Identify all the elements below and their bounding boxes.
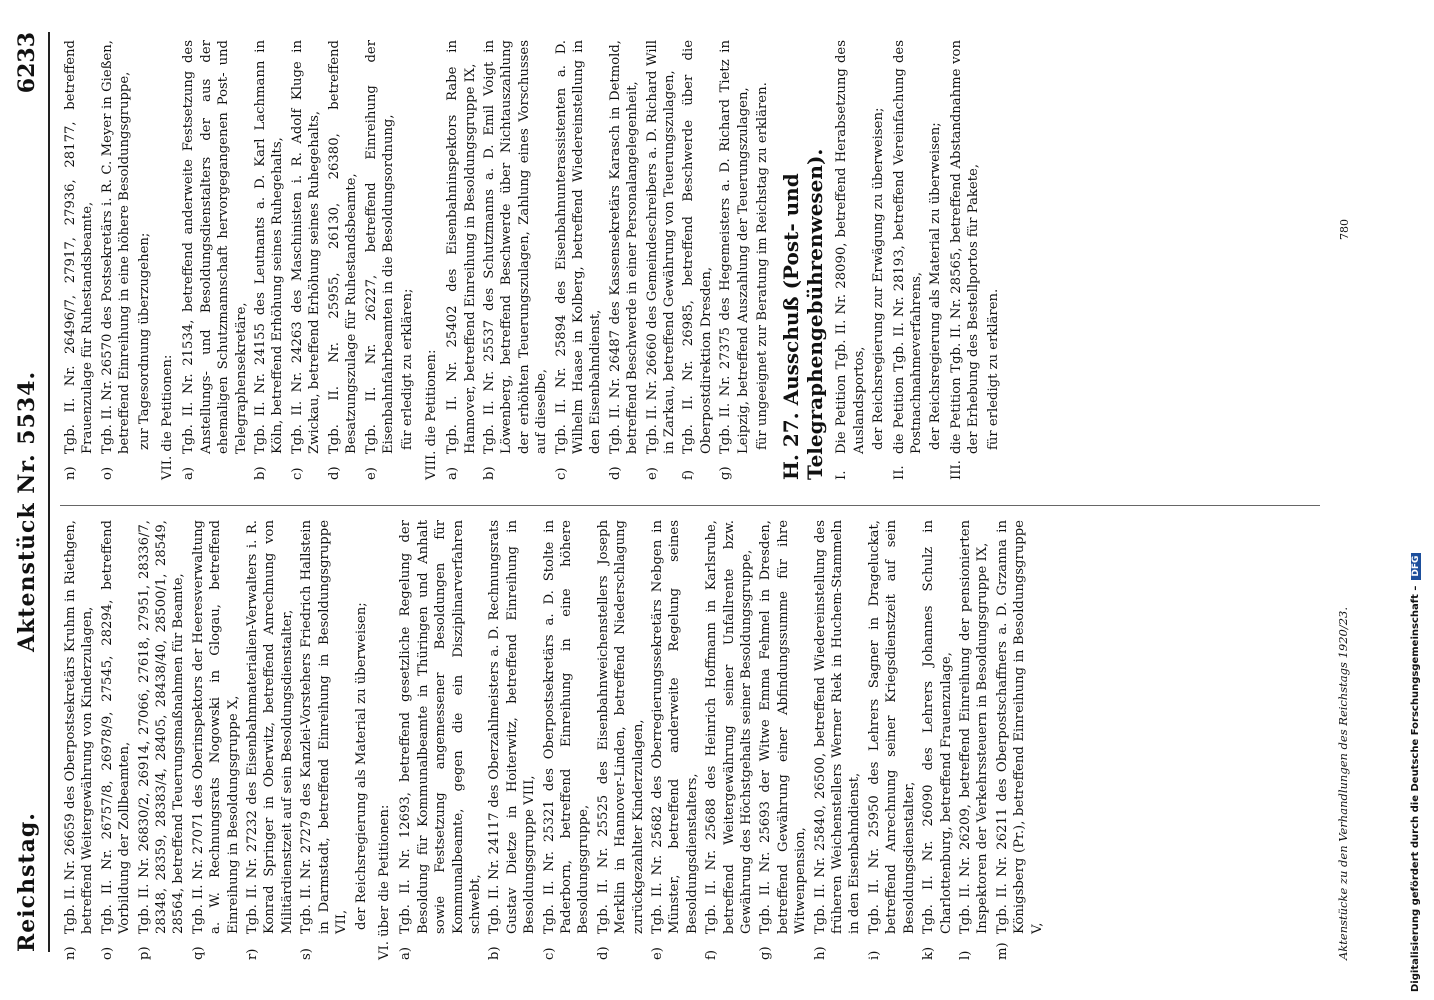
item-text: Tgb. II. Nr. 25525 des Eisenbahnweichenstellers Joseph Merklin in Hannover-Linden, betreffend Niederschlagung zurückgezahlter Kinderzulagen, bbox=[595, 520, 646, 934]
item-text: Die Petition Tgb. II. Nr. 28090, betreffend Herabsetzung des Auslandsportos, bbox=[834, 40, 867, 454]
section-heading: VIII. die Petitionen: bbox=[423, 349, 439, 480]
digitization-text: Digitalisierung gefördert durch die Deutsche Forschungsgemeinschaft – bbox=[1410, 585, 1421, 992]
item-label: g) bbox=[718, 466, 734, 480]
petition-item bbox=[757, 520, 809, 960]
item-text: Tgb. II. Nr. 27071 des Oberinspektors der Heeresverwaltung a. W. Rechnungsrats Nogowski in Glogau, betreffend Einreihung in Besoldungsgruppe X, bbox=[190, 520, 241, 934]
closing-text: der Reichsregierung als Material zu überweisen; bbox=[928, 122, 944, 450]
item-text: Tgb. II. Nr. 24117 des Oberzahlmeisters a. D. Rechnungsrats Gustav Dietze in Hoiterwitz, betreffend Einreihung in Besoldungsgruppe VIII, bbox=[487, 520, 538, 934]
petition-item bbox=[289, 40, 324, 480]
right-column bbox=[62, 40, 1005, 480]
item-label: c) bbox=[289, 467, 305, 480]
petition-item bbox=[957, 520, 992, 960]
item-label: b) bbox=[481, 466, 497, 480]
item-label: g) bbox=[758, 946, 774, 960]
petition-item bbox=[62, 520, 97, 960]
petition-item bbox=[812, 520, 864, 960]
item-text: Tgb. II. Nr. 25688 des Heinrich Hoffmann in Karlsruhe, betreffend Weitergewährung seiner Unfallrente bzw. Gewährung des Höchstgehalts seiner Besoldungsgruppe, bbox=[704, 520, 755, 934]
petition-item bbox=[190, 520, 242, 960]
petition-item bbox=[252, 40, 287, 480]
petition-item bbox=[244, 520, 296, 960]
petition-item bbox=[481, 40, 551, 480]
item-label: k) bbox=[921, 946, 937, 960]
committee-heading: H. 27. Ausschuß (Post- und Telegraphengebührenwesen). bbox=[779, 148, 828, 480]
petition-item bbox=[541, 520, 593, 960]
item-text: Tgb. II. Nr. 25955, 26130, 26380, betreffend Besatzungszulage für Ruhestandsbeamte, bbox=[326, 40, 360, 454]
item-text: Tgb. II. Nr. 25682 des Oberregierungssekretärs Nebgen in Münster, betreffend anderweite Regelung seines Besoldungsdienstalters, bbox=[650, 520, 700, 934]
item-text: die Petition Tgb. II. Nr. 28565, betreffend Abstandnahme von der Erhebung des Bestellportos für Pakete, bbox=[948, 40, 982, 454]
item-label: I. bbox=[834, 470, 850, 480]
closing-text: für erledigt zu erklären; bbox=[400, 288, 416, 450]
petition-item bbox=[326, 40, 361, 480]
item-label: b) bbox=[487, 946, 503, 960]
item-text: Tgb. II. Nr. 26985, betreffend Beschwerde über die Oberpostdirektion Dresden, bbox=[681, 40, 714, 454]
petition-item bbox=[680, 40, 715, 480]
closing-text: der Reichsregierung als Material zu überweisen; bbox=[353, 602, 369, 930]
item-text: Tgb. II. Nr. 25321 des Oberpostsekretärs a. D. Stolte in Paderborn, betreffend Einreihung in eine höhere Besoldungsgruppe, bbox=[541, 520, 592, 934]
item-text: Tgb. II. Nr. 26830/2, 26914, 27066, 27618, 27951, 28336/7, 28348, 28359, 28383/4, 28405, 28438/40, 28500/1, 28549, 28564, betreffend Teuerungsmaßnahmen für Beamte, bbox=[136, 520, 187, 934]
petition-item bbox=[62, 40, 97, 480]
closing-text: der Reichsregierung zur Erwägung zu überweisen; bbox=[871, 107, 887, 450]
item-text: Tgb. II. Nr. 25950 des Lehrers Sagner in Drageluckat, betreffend Anrechnung seiner Kriegsdienstzeit auf sein Besoldungsdienstalter, bbox=[866, 520, 917, 934]
item-label: d) bbox=[607, 466, 623, 480]
petition-item bbox=[703, 520, 755, 960]
item-label: q) bbox=[190, 946, 206, 960]
item-text: Tgb. II. Nr. 27279 des Kanzlei-Vorstehers Friedrich Hallstein in Darmstadt, betreffend Einreihung in Besoldungsgruppe VII, bbox=[299, 520, 350, 934]
item-text: Tgb. II. Nr. 26757/8, 26978/9, 27545, 28294, betreffend Vorbildung der Zollbeamten, bbox=[99, 520, 133, 934]
closing-text: für erledigt zu erklären. bbox=[985, 288, 1001, 450]
item-label: r) bbox=[245, 948, 261, 960]
petition-item bbox=[397, 520, 484, 960]
section-heading: VI. über die Petitionen: bbox=[376, 804, 392, 960]
footer-page-number: 780 bbox=[1338, 219, 1351, 240]
item-label: III. bbox=[948, 460, 964, 480]
item-text: Tgb. II. Nr. 26496/7, 27917, 27936, 28177, betreffend Frauenzulage für Ruhestandsbeamte, bbox=[63, 40, 96, 454]
item-label: m) bbox=[994, 942, 1010, 960]
item-label: b) bbox=[253, 466, 269, 480]
column-divider bbox=[60, 505, 1320, 506]
item-label: f) bbox=[681, 469, 697, 480]
item-text: Tgb. II. Nr. 26211 des Oberpostschaffners a. D. Grzanna in Königsberg (Pr.), betreffend Einreihung in Besoldungsgruppe V, bbox=[994, 520, 1045, 934]
item-text: Tgb. II. Nr. 27375 des Hegemeisters a. D. Richard Tietz in Leipzig, betreffend Auszahlung der Teuerungszulagen, bbox=[718, 40, 751, 454]
item-label: c) bbox=[541, 947, 557, 960]
item-text: Tgb. II. Nr. 25894 des Eisenbahnunterassistenten a. D. Wilhelm Haase in Kolberg, betreffend Wiedereinstellung in den Eisenbahndienst, bbox=[553, 40, 604, 454]
item-text: Tgb. II. Nr. 26570 des Postsekretärs i. R. C. Meyer in Gießen, betreffend Einreihung in eine höhere Besoldungsgruppe, bbox=[99, 40, 133, 454]
item-label: o) bbox=[99, 466, 115, 480]
item-text: Tgb. II. Nr. 25402 des Eisenbahninspektors Rabe in Hannover, betreffend Einreihung in Besoldungsgruppe IX, bbox=[445, 40, 478, 454]
petition-item bbox=[833, 40, 868, 480]
item-label: s) bbox=[299, 948, 315, 960]
item-label: h) bbox=[812, 946, 828, 960]
item-text: Tgb. II. Nr. 26487 des Kassensekretärs Karasch in Detmold, betreffend Beschwerde in einer Personalangelegenheit, bbox=[607, 40, 641, 454]
item-text: Tgb. II. Nr. 25537 des Schutzmanns a. D. Emil Voigt in Löwenberg, betreffend Beschwerde über Nichtauszahlung der erhöhten Teuerungszulagen, Zahlung eines Vorschusses auf dieselbe, bbox=[481, 40, 550, 454]
item-text: Tgb. II. Nr. 26209, betreffend Einreihung der pensionierten Inspektoren der Verkehrssteuern in Besoldungsgruppe IX, bbox=[957, 520, 991, 934]
item-label: c) bbox=[553, 467, 569, 480]
petition-item bbox=[99, 520, 134, 960]
petition-item bbox=[486, 520, 538, 960]
petition-item bbox=[180, 40, 250, 480]
petition-item bbox=[363, 40, 398, 480]
petition-item bbox=[136, 520, 188, 960]
item-text: Tgb. II. Nr. 24155 des Leutnants a. D. Karl Lachmann in Köln, betreffend Erhöhung seines Ruhegehalts, bbox=[253, 40, 286, 454]
item-text: Tgb. II. Nr. 25840, 26500, betreffend Wiedereinstellung des früheren Weichenstellers Werner Riek in Huchem-Stammeln in den Eisenbahndienst, bbox=[812, 520, 863, 934]
item-text: Tgb. II. Nr. 27232 des Eisenbahnmaterialien-Verwalters i. R. Konrad Springer in Oberwitz, betreffend Anrechnung von Militärdienstzeit auf sein Besoldungsdienstalter, bbox=[245, 520, 295, 934]
petition-item bbox=[444, 40, 479, 480]
item-text: Tgb. II. Nr. 26660 des Gemeindeschreibers a. D. Richard Will in Zarkau, betreffend Gewährung von Teuerungszulagen, bbox=[644, 40, 677, 454]
item-label: a) bbox=[398, 946, 414, 960]
item-label: a) bbox=[445, 466, 461, 480]
petition-item bbox=[994, 520, 1046, 960]
header-title: Aktenstück Nr. 5534. bbox=[14, 370, 40, 652]
petition-item bbox=[920, 520, 955, 960]
dfg-logo: DFG bbox=[1411, 553, 1421, 580]
left-column bbox=[62, 520, 1048, 960]
item-text: die Petition Tgb. II. Nr. 28193, betreffend Vereinfachung des Postnachnahmeverfahrens, bbox=[891, 40, 925, 454]
footer-note: Aktenstücke zu den Verhandlungen des Reichstags 1920/23. bbox=[1336, 606, 1350, 960]
item-text: Tgb. II. Nr. 21534, betreffend anderweite Festsetzung des Anstellungs- und Besoldungsdienstalters der aus der ehemaligen Schutzmannschaft hervorgegangenen Post- und Telegraphensekretäre, bbox=[181, 40, 249, 454]
section-heading: VII. die Petitionen: bbox=[160, 354, 176, 480]
item-text: Tgb. II. Nr. 26227, betreffend Einreihung der Eisenbahnfahrbeamten in die Besoldungsordnung, bbox=[363, 40, 396, 454]
petition-item bbox=[891, 40, 926, 480]
item-label: d) bbox=[595, 946, 611, 960]
header-page-number: 6233 bbox=[14, 32, 40, 94]
page-header bbox=[4, 32, 50, 952]
item-label: d) bbox=[326, 466, 342, 480]
petition-item bbox=[595, 520, 647, 960]
item-label: p) bbox=[136, 946, 152, 960]
digitization-note bbox=[1410, 8, 1432, 992]
item-text: Tgb. II. Nr. 26090 des Lehrers Johannes Schulz in Charlottenburg, betreffend Frauenzulage, bbox=[921, 520, 954, 934]
item-text: Tgb. II. Nr. 24263 des Maschinisten i. R. Adolf Kluge in Zwickau, betreffend Erhöhung seines Ruhegehalts, bbox=[289, 40, 323, 454]
petition-item bbox=[948, 40, 983, 480]
item-label: o) bbox=[99, 946, 115, 960]
closing-text: zur Tagesordnung überzugehen; bbox=[136, 232, 152, 450]
item-text: Tgb. II. Nr. 12693, betreffend gesetzliche Regelung der Besoldung für Kommunalbeamte in Thüringen und Anhalt sowie Festsetzung angemessener Besoldungen für Kommunalbeamte, gegen die ein Disziplinarverfahren schwebt, bbox=[398, 520, 483, 934]
petition-item bbox=[298, 520, 350, 960]
item-label: a) bbox=[181, 466, 197, 480]
item-label: i) bbox=[866, 950, 882, 960]
petition-item bbox=[717, 40, 752, 480]
item-label: l) bbox=[957, 950, 973, 960]
header-left: Reichstag. bbox=[14, 812, 40, 952]
petition-item bbox=[553, 40, 605, 480]
closing-text: für ungeeignet zur Beratung im Reichstag zu erklären. bbox=[755, 82, 771, 450]
item-text: Tgb. II. Nr. 25693 der Witwe Emma Fehmel in Dresden, betreffend Gewährung einer Abfindungssumme für ihre Witwenpension, bbox=[758, 520, 809, 934]
item-label: n) bbox=[63, 466, 78, 480]
petition-item bbox=[866, 520, 918, 960]
petition-item bbox=[649, 520, 701, 960]
item-label: e) bbox=[644, 467, 660, 480]
item-label: e) bbox=[650, 947, 665, 960]
item-label: n) bbox=[63, 946, 78, 960]
item-label: e) bbox=[363, 467, 379, 480]
item-label: II. bbox=[891, 465, 907, 480]
item-label: f) bbox=[704, 949, 720, 960]
petition-item bbox=[607, 40, 642, 480]
petition-item bbox=[644, 40, 679, 480]
petition-item bbox=[99, 40, 134, 480]
item-text: Tgb. II. Nr. 26659 des Oberpostsekretärs Kruhm in Riethgen, betreffend Weitergewährung von Kinderzulagen, bbox=[63, 520, 96, 934]
